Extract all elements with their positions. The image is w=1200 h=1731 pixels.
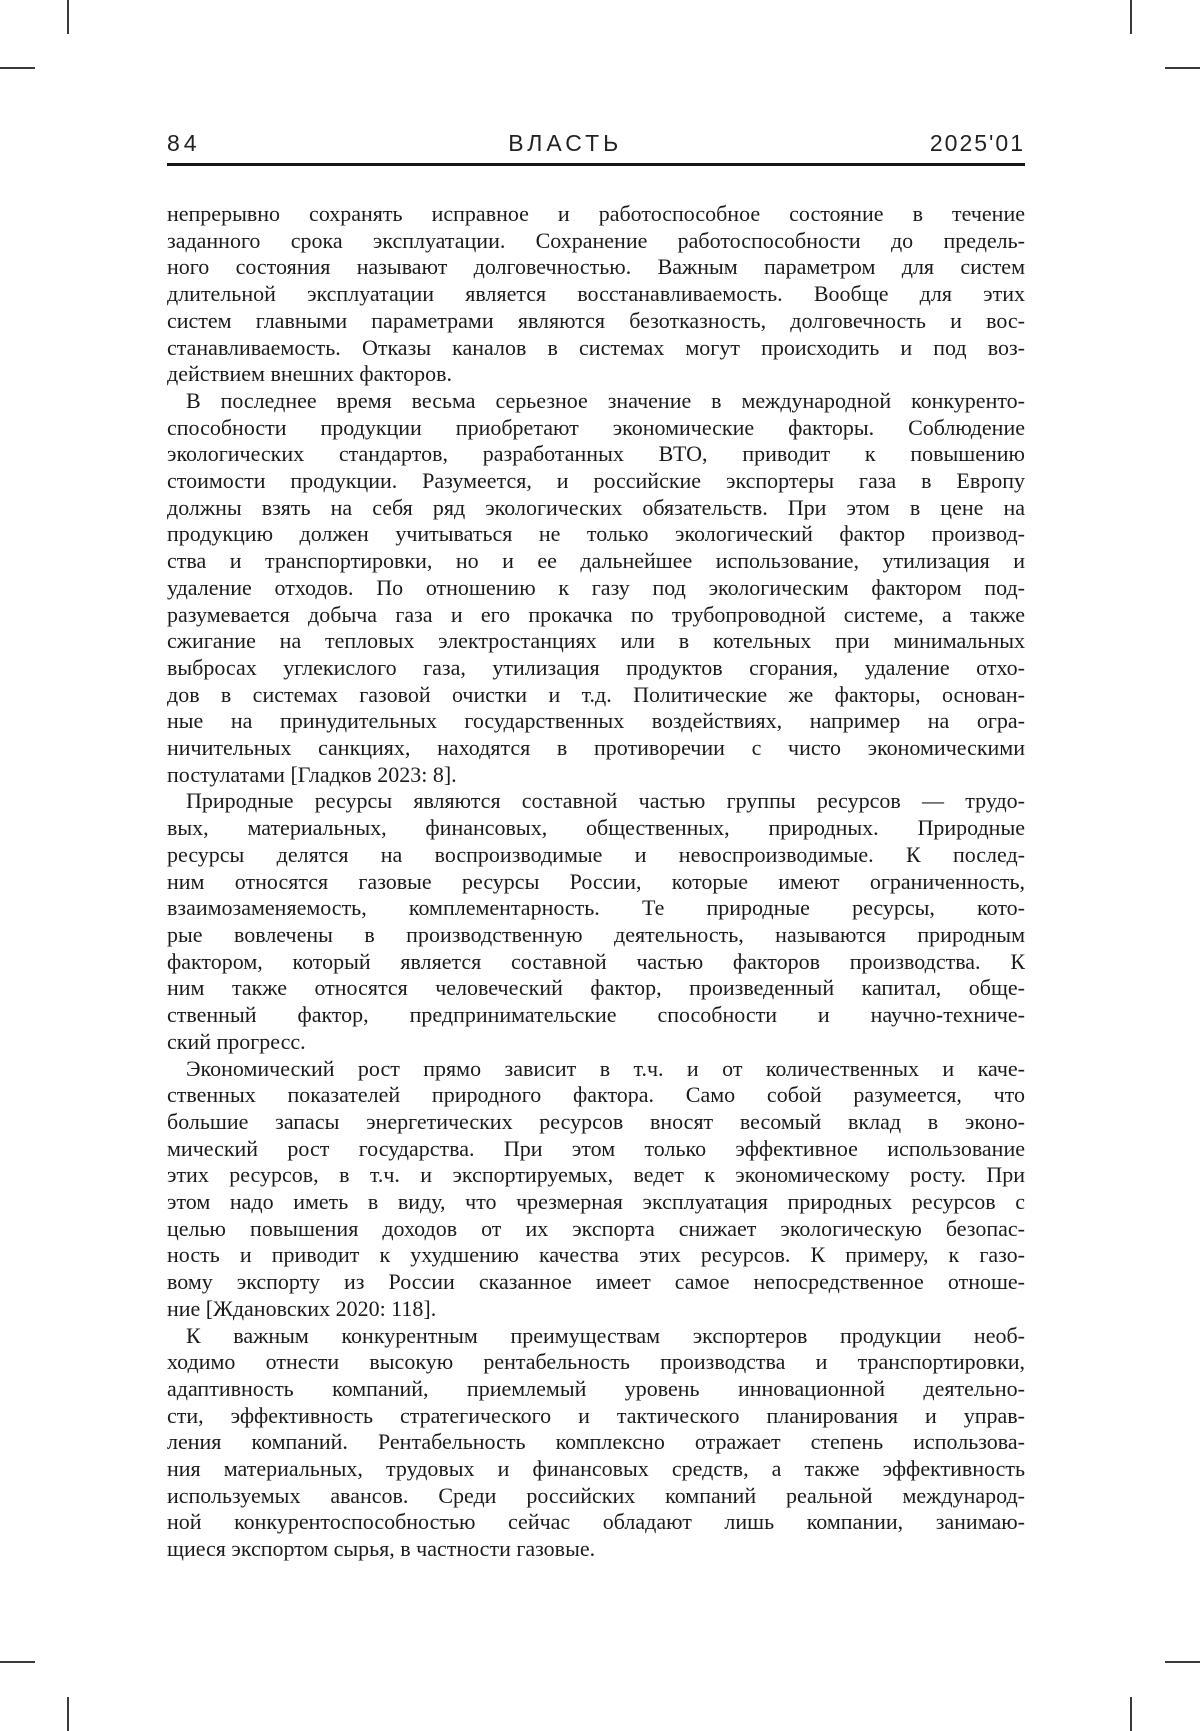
crop-mark-bottom-right-horizontal bbox=[1165, 1661, 1200, 1663]
journal-title: ВЛАСТЬ bbox=[508, 130, 623, 156]
text-line: используемых авансов. Среди российских компаний реальной международ- bbox=[167, 1482, 1025, 1508]
text-line: экологических стандартов, разработанных ВТО, приводит к повышению bbox=[167, 441, 1025, 467]
text-line: вому экспорту из России сказанное имеет самое непосредственное отноше- bbox=[167, 1269, 1025, 1295]
text-line: этом надо иметь в виду, что чрезмерная эксплуатация природных ресурсов с bbox=[167, 1189, 1025, 1215]
text-line: вых, материальных, финансовых, общественных, природных. Природные bbox=[167, 815, 1025, 841]
text-line: Природные ресурсы являются составной частью группы ресурсов — трудо- bbox=[186, 788, 1025, 814]
text-line: этих ресурсов, в т.ч. и экспортируемых, ведет к экономическому росту. При bbox=[167, 1162, 1025, 1188]
crop-mark-bottom-left-horizontal bbox=[0, 1661, 35, 1663]
text-line: ский прогресс. bbox=[167, 1028, 306, 1054]
text-line: ность и приводит к ухудшению качества этих ресурсов. К примеру, к газо- bbox=[167, 1242, 1025, 1268]
text-line: ления компаний. Рентабельность комплексно отражает степень использова- bbox=[167, 1429, 1025, 1455]
text-line: ства и транспортировки, но и ее дальнейшее использование, утилизация и bbox=[167, 548, 1025, 574]
issue-number: 2025'01 bbox=[929, 130, 1025, 156]
text-line: действием внешних факторов. bbox=[167, 361, 453, 387]
text-line: систем главными параметрами являются безотказность, долговечность и вос- bbox=[167, 307, 1025, 333]
crop-mark-top-right-vertical bbox=[1130, 0, 1132, 34]
text-line: ним относятся газовые ресурсы России, которые имеют ограниченность, bbox=[167, 868, 1025, 894]
text-line: ничительных санкциях, находятся в противоречии с чисто экономическими bbox=[167, 735, 1025, 761]
text-line: ходимо отнести высокую рентабельность производства и транспортировки, bbox=[167, 1349, 1025, 1375]
page-number: 84 bbox=[167, 130, 201, 156]
running-head bbox=[167, 130, 1025, 157]
text-line: должны взять на себя ряд экологических обязательств. При этом в цене на bbox=[167, 494, 1025, 520]
text-line: В последнее время весьма серьезное значение в международной конкуренто- bbox=[186, 387, 1025, 413]
crop-mark-top-left-horizontal bbox=[0, 67, 35, 69]
text-line: ного состояния называют долговечностью. Важным параметром для систем bbox=[167, 254, 1025, 280]
text-line: дов в системах газовой очистки и т.д. Политические же факторы, основан- bbox=[167, 681, 1025, 707]
text-line: ним также относятся человеческий фактор, произведенный капитал, обще- bbox=[167, 975, 1025, 1001]
crop-mark-top-right-horizontal bbox=[1165, 67, 1200, 69]
text-line: заданного срока эксплуатации. Сохранение работоспособности до предель- bbox=[167, 227, 1025, 253]
text-line: ные на принудительных государственных воздействиях, например на огра- bbox=[167, 708, 1025, 734]
text-line: сти, эффективность стратегического и тактического планирования и управ- bbox=[167, 1402, 1025, 1428]
crop-mark-top-left-vertical bbox=[67, 0, 69, 34]
text-line: способности продукции приобретают экономические факторы. Соблюдение bbox=[167, 414, 1025, 440]
text-line: ние [Ждановских 2020: 118]. bbox=[167, 1295, 437, 1321]
crop-mark-bottom-left-vertical bbox=[67, 1697, 69, 1731]
text-line: адаптивность компаний, приемлемый уровень инновационной деятельно- bbox=[167, 1375, 1025, 1401]
text-line: Экономический рост прямо зависит в т.ч. и от количественных и каче- bbox=[186, 1055, 1025, 1081]
text-line: стоимости продукции. Разумеется, и российские экспортеры газа в Европу bbox=[167, 468, 1025, 494]
article-body bbox=[167, 201, 1025, 1563]
text-line: мический рост государства. При этом только эффективное использование bbox=[167, 1135, 1025, 1161]
text-line: большие запасы энергетических ресурсов вносят весомый вклад в эконо- bbox=[167, 1108, 1025, 1134]
text-line: К важным конкурентным преимуществам экспортеров продукции необ- bbox=[186, 1322, 1025, 1348]
text-line: выбросах углекислого газа, утилизация продуктов сгорания, удаление отхо- bbox=[167, 654, 1025, 680]
text-line: длительной эксплуатации является восстанавливаемость. Вообще для этих bbox=[167, 281, 1025, 307]
text-line: ственных показателей природного фактора. Само собой разумеется, что bbox=[167, 1082, 1025, 1108]
text-line: ственный фактор, предпринимательские способности и научно-техниче- bbox=[167, 1002, 1025, 1028]
text-line: продукцию должен учитываться не только экологический фактор производ- bbox=[167, 521, 1025, 547]
text-line: фактором, который является составной частью факторов производства. К bbox=[167, 948, 1025, 974]
text-line: ресурсы делятся на воспроизводимые и невоспроизводимые. К послед- bbox=[167, 841, 1025, 867]
text-line: ной конкурентоспособностью сейчас обладают лишь компании, занимаю- bbox=[167, 1509, 1025, 1535]
text-line: рые вовлечены в производственную деятельность, называются природным bbox=[167, 921, 1025, 947]
text-line: щиеся экспортом сырья, в частности газовые. bbox=[167, 1536, 596, 1562]
header-rule bbox=[167, 163, 1025, 166]
text-line: станавливаемость. Отказы каналов в системах могут происходить и под воз- bbox=[167, 334, 1025, 360]
text-line: непрерывно сохранять исправное и работоспособное состояние в течение bbox=[167, 201, 1025, 226]
text-line: сжигание на тепловых электростанциях или в котельных при минимальных bbox=[167, 628, 1025, 654]
text-line: удаление отходов. По отношению к газу под экологическим фактором под- bbox=[167, 574, 1025, 600]
text-line: разумевается добыча газа и его прокачка по трубопроводной системе, а также bbox=[167, 601, 1025, 627]
text-line: ния материальных, трудовых и финансовых средств, а также эффективность bbox=[167, 1456, 1025, 1482]
crop-mark-bottom-right-vertical bbox=[1130, 1697, 1132, 1731]
text-line: целью повышения доходов от их экспорта снижает экологическую безопас- bbox=[167, 1215, 1025, 1241]
text-line: постулатами [Гладков 2023: 8]. bbox=[167, 761, 457, 787]
text-line: взаимозаменяемость, комплементарность. Те природные ресурсы, кото- bbox=[167, 895, 1025, 921]
